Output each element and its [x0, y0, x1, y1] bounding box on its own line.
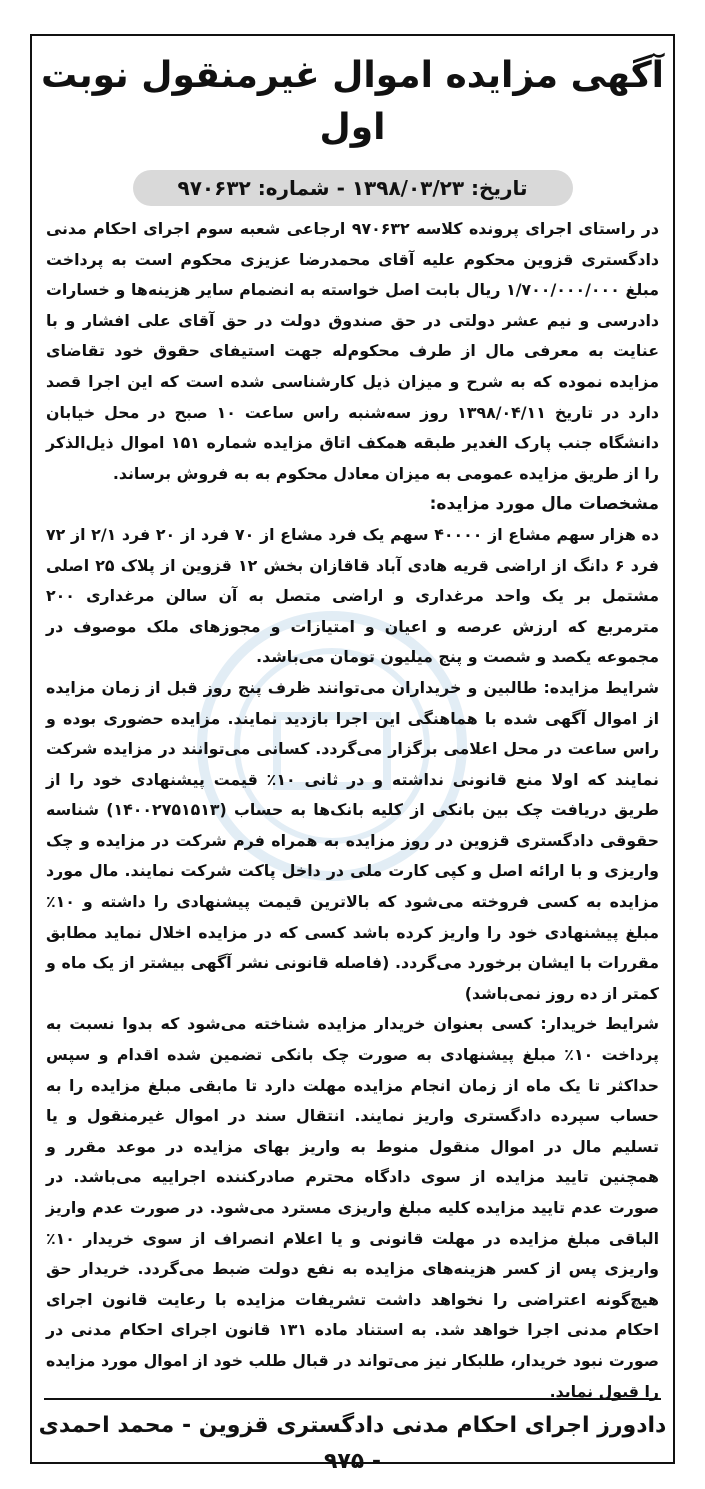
- property-paragraph: ده هزار سهم مشاع از ۴۰۰۰۰ سهم یک فرد مشاع از ۷۰ فرد از ۲۰ فرد ۲/۱ از ۷۲ فرد ۶ دانگ از اراضی قریه هادی آباد قاقازان بخش ۱۲ قزوین از پلاک ۲۵ اصلی مشتمل بر یک واحد مرغداری و اراضی متصل به آن سالن مرغداری ۲۰۰ مترمربع که ارزش عرصه و اعیان و امتیازات و مجوزهای ملک موصوف در مجموعه یکصد و شصت و پنج میلیون تومان می‌باشد.: [46, 524, 659, 667]
- notice-body: [46, 214, 659, 1407]
- notice-frame: [30, 34, 675, 1474]
- buyer-paragraph: شرایط خریدار: کسی بعنوان خریدار مزایده شناخته می‌شود که بدوا نسبت به پرداخت ۱۰٪ مبلغ پیشنهادی به صورت چک بانکی تضمین شده اقدام و سپس حداکثر تا یک ماه از زمان انجام مزایده مهلت دارد تا مابقی مبلغ مزایده را به حساب سپرده دادگستری واریز نمایند. انتقال سند در اموال غیرمنقول و یا تسلیم مال در اموال منقول منوط به واریز بهای مزایده در موعد مقرر و همچنین تایید مزایده از سوی دادگاه محترم صادرکننده اجراییه می‌باشد. در صورت عدم تایید مزایده کلیه مبلغ واریزی مسترد می‌شود. در صورت عدم واریز الباقی مبلغ مزایده در مهلت قانونی و یا اعلام انصراف از سوی خریدار ۱۰٪ واریزی پس از کسر هزینه‌های مزایده به نفع دولت ضبط می‌گردد. خریدار حق هیچ‌گونه اعتراضی را نخواهد داشت تشریفات مزایده با رعایت قانون اجرای احکام مدنی اجرا خواهد شد. به استناد ماده ۱۳۱ قانون اجرای احکام مدنی در صورت نبود خریدار، طلبکار نیز می‌تواند در قبال طلب خود از اموال مورد مزایده را قبول نماید.: [46, 1014, 659, 1401]
- property-heading: مشخصات مال مورد مزایده:: [429, 494, 659, 515]
- footer-divider: [44, 1398, 661, 1400]
- footer-signature: دادورز اجرای احکام مدنی دادگستری قزوین - محمد احمدی - ۹۷۵: [38, 1413, 667, 1474]
- conditions-paragraph: شرایط مزایده: طالبین و خریداران می‌توانند ظرف پنج روز قبل از زمان مزایده از اموال آگهی شده با هماهنگی این اجرا بازدید نمایند. مزایده حضوری بوده و راس ساعت در محل اعلامی برگزار می‌گردد. کسانی می‌توانند در مزایده شرکت نمایند که اولا منع قانونی نداشته و در ثانی ۱۰٪ قیمت پیشنهادی خود را از طریق دریافت چک بین بانکی از کلیه بانک‌ها به حساب (۱۴۰۰۲۷۵۱۵۱۳) شناسه حقوقی دادگستری قزوین در روز مزایده به همراه فرم شرکت در مزایده و چک واریزی و با ارائه اصل و کپی کارت ملی در داخل پاکت شرکت نمایند. مال مورد مزایده به کسی فروخته می‌شود که بالاترین قیمت پیشنهادی را داشته و ۱۰٪ مبلغ پیشنهادی خود را واریز کرده باشد کسی که در مزایده اخلال نماید مطابق مقررات با ایشان برخورد می‌گردد. (فاصله قانونی نشر آگهی بیشتر از یک ماه و کمتر از ده روز نمی‌باشد): [46, 677, 659, 1003]
- date-number-bar: تاریخ: ۱۳۹۸/۰۳/۲۳ - شماره: ۹۷۰۶۳۲: [133, 170, 573, 206]
- intro-paragraph: در راستای اجرای پرونده کلاسه ۹۷۰۶۳۲ ارجاعی شعبه سوم اجرای احکام مدنی دادگستری قزوین محکوم علیه آقای محمدرضا عزیزی محکوم است به پرداخت مبلغ ۱/۷۰۰/۰۰۰/۰۰۰ ریال بابت اصل خواسته به انضمام سایر هزینه‌ها و خسارات دادرسی و نیم عشر دولتی در حق صندوق دولت در حق آقای علی افشار و با عنایت به معرفی مال از طرف محکوم‌له جهت استیفای حقوق خود تقاضای مزایده نموده که به شرح و میزان ذیل کارشناسی شده است که این اجرا قصد دارد در تاریخ ۱۳۹۸/۰۴/۱۱ روز سه‌شنبه راس ساعت ۱۰ صبح در محل خیابان دانشگاه جنب پارک الغدیر طبقه همکف اتاق مزایده شماره ۱۵۱ اموال ذیل‌الذکر را از طریق مزایده عمومی به میزان معادل محکوم به به فروش برساند.: [46, 219, 660, 483]
- notice-title: آگهی مزایده اموال غیرمنقول نوبت اول: [40, 55, 665, 148]
